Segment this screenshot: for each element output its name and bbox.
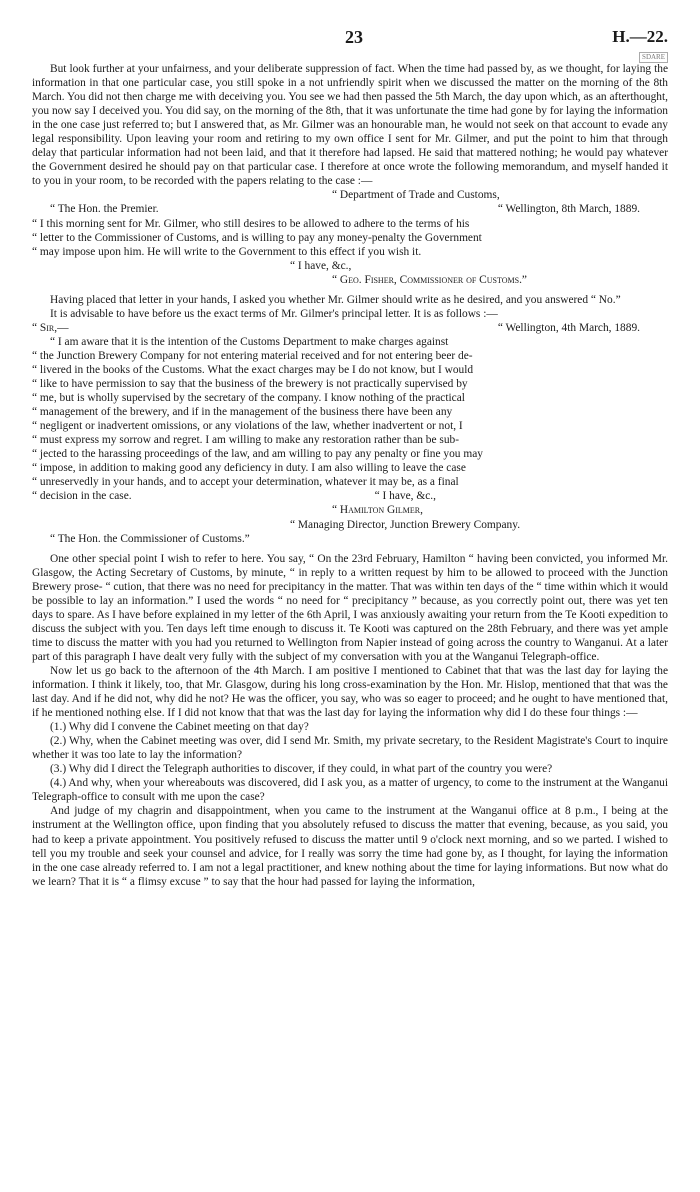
- paragraph-1: But look further at your unfairness, and your deliberate suppression of fact. When the time had passed by, as we thought, for laying the information in that one particular case, you still spoke in a not unfriendly spirit when we discussed the matter on the morning of the 8th March. You did not then charge me with deceiving you. You see we had then passed the 5th March, the day upon which, as an afterthought, you now say I deceived you. You did say, on the morning of the 8th, that it was unfortunate the time had gone by for laying the information in the one case just referred to; but I answered that, as Mr. Gilmer was an honourable man, he would not seek on that account to evade any legal responsibility. Upon leaving your room and retiring to my own office I sent for Mr. Gilmer, and put the point to him that through delay that particular information had not been laid, and that it therefore had lapsed. He said that mattered nothing; he would pay whatever the Government desired he should pay on that particular case. I therefore at once wrote the following memorandum, and myself handed it to you in your room, to be recorded with the papers relating to the case :—: [32, 63, 668, 188]
- letter-line: “ livered in the books of the Customs. What the exact charges may be I do not know, but I would: [32, 363, 474, 376]
- question-3: (3.) Why did I direct the Telegraph authorities to discover, if they could, in what part of the country you were?: [50, 763, 553, 776]
- memo-department: “ Department of Trade and Customs,: [332, 189, 500, 202]
- letter-line: “ I am aware that it is the intention of the Customs Department to make charges against: [50, 335, 449, 348]
- letter-signature-title: “ Managing Director, Junction Brewery Company.: [290, 518, 521, 531]
- paragraph-4: One other special point I wish to refer to here. You say, “ On the 23rd February, Hamilton “ having been convicted, you informed Mr. Glasgow, the Acting Secretary of Customs, by minute, “ in reply to a written request by him to be allowed to proceed with the Junction Brewery prose- “ cution, that there was no need for precipitancy in the matter. That was within ten days of the “ time within which it would be possible to lay an information.” I used the words “ no need for “ precipitancy ” because, as you correctly point out, there was yet ten days to spare. As I have before explained in my letter of the 6th April, I was anxiously awaiting your return from the Te Kooti expedition to discuss the subject with you. Ten days left time enough to discuss it. Te Kooti was captured on the 28th February, and there was yet ample time to discuss the matter with you had you returned to Wellington from Napier instead of going across the country to Wanganui. At a later part of this paragraph I have dealt very fully with the subject of my conversation with you at the Wanganui Telegraph-office.: [32, 552, 668, 663]
- question-2: (2.) Why, when the Cabinet meeting was over, did I send Mr. Smith, my private secretary, to the Resident Magistrate's Court to inquire whether it was too late to lay the information?: [32, 735, 668, 762]
- library-stamp: SDARE: [639, 52, 668, 63]
- letter-signature-name: “ Hamilton Gilmer,: [332, 504, 423, 517]
- letter-salutation: “ Sir,—: [32, 321, 69, 334]
- page-number: 23: [345, 27, 363, 47]
- document-body: [32, 62, 668, 889]
- letter-line: “ me, but is wholly supervised by the secretary of the company. I know nothing of the practical: [32, 392, 465, 405]
- paragraph-6: And judge of my chagrin and disappointment, when you came to the instrument at the Wanganui office at 8 p.m., I being at the instrument at the Wellington office, upon finding that you absolutely refused to discuss the matter that evening, because, as you said, you had to keep a private appointment. You positively refused to discuss the matter until 9 o'clock next morning, and so we parted. I wished to tell you my trouble and seek your counsel and advice, for I really was sorry the time had gone by, as I thought, for laying the information in the one case already referred to. I am not a legal practitioner, and knew nothing about the time for laying informations. But now what do we learn? That it is “ a flimsy excuse ” to say that the hour had passed for laying the information,: [32, 805, 668, 888]
- letter-header-row: [32, 321, 668, 335]
- letter-date: “ Wellington, 4th March, 1889.: [497, 321, 640, 334]
- letter-line: “ must express my sorrow and regret. I am willing to make any restoration rather than be sub-: [32, 434, 460, 447]
- memo-line-3: “ may impose upon him. He will write to the Government to this effect if you wish it.: [32, 245, 422, 258]
- document-reference: H.—22.: [612, 27, 668, 46]
- paragraph-5: Now let us go back to the afternoon of the 4th March. I am positive I mentioned to Cabinet that that was the last day for laying the information. I think it likely, too, that Mr. Glasgow, during his long cross-examination by the Hon. Mr. Hislop, mentioned that that was the last day. And if he did not, why did he not? He was the officer, you say, who was so eager to proceed; and he ought to have mentioned that, if he mentioned nothing else. If I did not know that that was the last day for laying the information why did I do these four things :—: [32, 664, 668, 720]
- letter-last-line: “ decision in the case.: [32, 490, 132, 503]
- letter-line: “ management of the brewery, and if in the management of the business there have been any: [32, 406, 453, 419]
- letter-closing: “ I have, &c.,: [374, 490, 436, 503]
- letter-line: “ like to have permission to say that the business of the brewery is not practically supervised by: [32, 378, 468, 391]
- letter-line: “ the Junction Brewery Company for not entering material received and for not entering beer de-: [32, 349, 473, 362]
- memo-line-1: “ I this morning sent for Mr. Gilmer, who still desires to be allowed to adhere to the terms of his: [32, 217, 470, 230]
- letter-line: “ jected to the harassing proceedings of the law, and am willing to pay any penalty or fine you may: [32, 448, 483, 461]
- letter-closing-row: [32, 489, 668, 503]
- page-header: [32, 27, 668, 61]
- letter-line: “ negligent or inadvertent omissions, or any violations of the law, whether inadvertent or not, I: [32, 420, 463, 433]
- letter-line: “ impose, in addition to making good any deficiency in duty. I am also willing to leave the case: [32, 462, 466, 475]
- letter-recipient: “ The Hon. the Commissioner of Customs.”: [50, 532, 250, 545]
- memo-recipient: “ The Hon. the Premier.: [50, 203, 159, 216]
- memo-line-2: “ letter to the Commissioner of Customs, and is willing to pay any money-penalty the Government: [32, 231, 482, 244]
- question-4: (4.) And why, when your whereabouts was discovered, did I ask you, as a matter of urgency, to come to the instrument at the Wanganui Telegraph-office to consult with me upon the case?: [32, 777, 668, 804]
- paragraph-3: It is advisable to have before us the exact terms of Mr. Gilmer's principal letter. It is as follows :—: [50, 307, 498, 320]
- memo-closing: “ I have, &c.,: [290, 259, 352, 272]
- letter-line: “ unreservedly in your hands, and to accept your determination, whatever it may be, as a final: [32, 476, 459, 489]
- memo-signature: “ Geo. Fisher, Commissioner of Customs.”: [332, 273, 527, 286]
- memo-address-row: [32, 202, 668, 216]
- question-1: (1.) Why did I convene the Cabinet meeting on that day?: [50, 721, 309, 734]
- paragraph-2: Having placed that letter in your hands, I asked you whether Mr. Gilmer should write as he desired, and you answered “ No.”: [50, 293, 621, 306]
- memo-date: “ Wellington, 8th March, 1889.: [497, 203, 640, 216]
